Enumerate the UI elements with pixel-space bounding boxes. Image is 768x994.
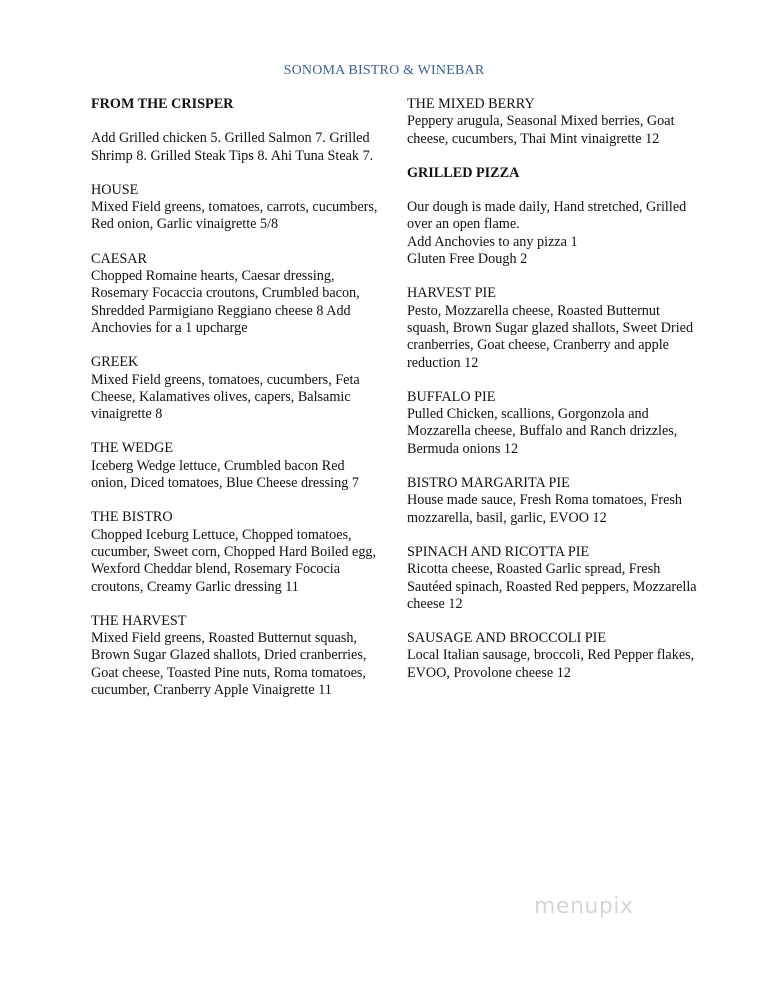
menu-item xyxy=(407,475,697,527)
pizza-intro-line: Our dough is made daily, Hand stretched, Grilled over an open flame. xyxy=(407,199,687,233)
crisper-addons: Add Grilled chicken 5. Grilled Salmon 7. Grilled Shrimp 8. Grilled Steak Tips 8. Ahi Tuna Steak 7. xyxy=(91,130,374,164)
item-desc: Iceberg Wedge lettuce, Crumbled bacon Red onion, Diced tomatoes, Blue Cheese dressing 7 xyxy=(91,457,359,492)
item-desc: Chopped Romaine hearts, Caesar dressing, Rosemary Focaccia croutons, Crumbled bacon, Shredded Parmigiano Reggiano cheese 8 Add Anchovies for a 1 upcharge xyxy=(91,268,360,336)
pizza-intro xyxy=(407,199,697,268)
menu-item xyxy=(91,251,381,337)
item-name: BUFFALO PIE xyxy=(407,388,496,405)
item-desc: Peppery arugula, Seasonal Mixed berries, Goat cheese, cucumbers, Thai Mint vinaigrette 12 xyxy=(407,113,675,147)
item-name: SAUSAGE AND BROCCOLI PIE xyxy=(407,630,607,647)
menu-item xyxy=(91,613,381,699)
item-name: THE HARVEST xyxy=(91,612,187,629)
menu-item xyxy=(407,544,697,613)
pizza-intro-line: Gluten Free Dough 2 xyxy=(407,251,528,268)
section-title-crisper: FROM THE CRISPER xyxy=(91,96,234,112)
item-desc: Ricotta cheese, Roasted Garlic spread, Fresh Sautéed spinach, Roasted Red peppers, Mozzarella cheese 12 xyxy=(407,561,697,612)
menu-item xyxy=(91,440,381,492)
item-name: GREEK xyxy=(91,354,139,371)
menu-item xyxy=(407,285,697,371)
pizza-intro-line: Add Anchovies to any pizza 1 xyxy=(407,233,578,250)
item-desc: Chopped Iceburg Lettuce, Chopped tomatoes, cucumber, Sweet corn, Chopped Hard Boiled egg, Wexford Cheddar blend, Rosemary Fococia croutons, Creamy Garlic dressing 11 xyxy=(91,526,377,595)
item-desc: House made sauce, Fresh Roma tomatoes, Fresh mozzarella, basil, garlic, EVOO 12 xyxy=(407,492,683,526)
menu-item xyxy=(407,96,697,148)
menupix-watermark: menupix xyxy=(534,894,634,919)
item-desc: Mixed Field greens, Roasted Butternut squash, Brown Sugar Glazed shallots, Dried cranberries, Goat cheese, Toasted Pine nuts, Roma tomatoes, cucumber, Cranberry Apple Vinaigrette 11 xyxy=(91,630,367,699)
item-desc: Pulled Chicken, scallions, Gorgonzola and Mozzarella cheese, Buffalo and Ranch drizzles, Bermuda onions 12 xyxy=(407,406,678,457)
item-name: HOUSE xyxy=(91,181,139,198)
item-name: THE WEDGE xyxy=(91,440,174,457)
menu-item xyxy=(91,354,381,423)
menu-item xyxy=(91,509,381,595)
left-column xyxy=(91,96,381,716)
right-column xyxy=(407,96,697,699)
item-name: HARVEST PIE xyxy=(407,285,496,302)
section-title-pizza: GRILLED PIZZA xyxy=(407,164,520,181)
item-name: SPINACH AND RICOTTA PIE xyxy=(407,543,590,560)
item-name: BISTRO MARGARITA PIE xyxy=(407,475,570,492)
item-desc: Local Italian sausage, broccoli, Red Pepper flakes, EVOO, Provolone cheese 12 xyxy=(407,647,695,681)
item-name: THE MIXED BERRY xyxy=(407,96,535,112)
page-title: SONOMA BISTRO & WINEBAR xyxy=(283,63,485,78)
menu-item xyxy=(407,630,697,682)
item-name: CAESAR xyxy=(91,250,147,267)
menu-item xyxy=(91,182,381,234)
item-desc: Mixed Field greens, tomatoes, cucumbers, Feta Cheese, Kalamatives olives, capers, Balsamic vinaigrette 8 xyxy=(91,371,360,423)
item-name: THE BISTRO xyxy=(91,509,173,526)
item-desc: Mixed Field greens, tomatoes, carrots, cucumbers, Red onion, Garlic vinaigrette 5/8 xyxy=(91,199,378,233)
item-desc: Pesto, Mozzarella cheese, Roasted Butternut squash, Brown Sugar glazed shallots, Sweet Dried cranberries, Goat cheese, Cranberry and apple reduction 12 xyxy=(407,302,694,371)
menu-item xyxy=(407,389,697,458)
